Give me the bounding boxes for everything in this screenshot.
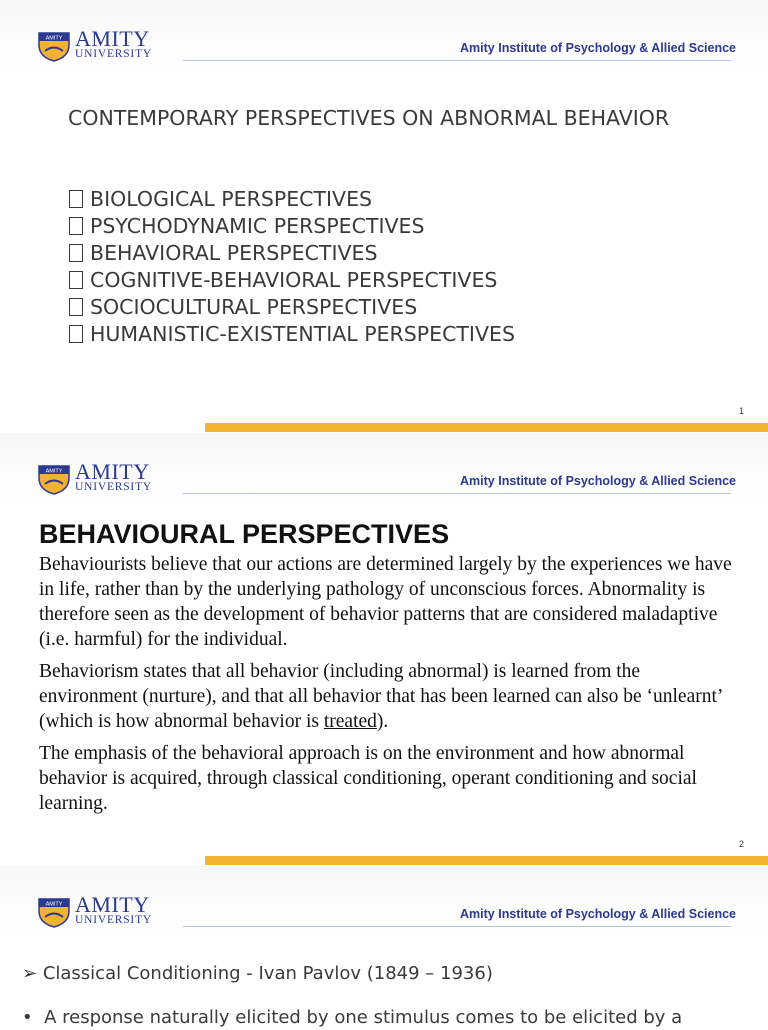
amity-shield-icon	[37, 463, 71, 495]
slide-header	[0, 0, 768, 70]
slide-header	[0, 433, 768, 503]
footer-bar	[205, 423, 768, 432]
checkbox-glyph-icon	[69, 190, 83, 208]
amity-shield-icon	[37, 896, 71, 928]
list-item: BEHAVIORAL PERSPECTIVES	[68, 240, 515, 267]
slide-header	[0, 866, 768, 936]
list-item: COGNITIVE-BEHAVIORAL PERSPECTIVES	[68, 267, 515, 294]
checkbox-glyph-icon	[69, 217, 83, 235]
bullet-dot-icon: •	[22, 1007, 33, 1028]
logo-subtitle: UNIVERSITY	[75, 914, 152, 926]
checkbox-glyph-icon	[69, 244, 83, 262]
list-item: HUMANISTIC-EXISTENTIAL PERSPECTIVES	[68, 321, 515, 348]
classical-conditioning-item: ➢ Classical Conditioning - Ivan Pavlov (1849 – 1936)	[22, 963, 493, 984]
institute-name: Amity Institute of Psychology & Allied Science	[460, 907, 736, 921]
slide-1	[0, 0, 768, 433]
institute-name: Amity Institute of Psychology & Allied Science	[460, 41, 736, 55]
svg-text:AMITY: AMITY	[45, 901, 63, 908]
treated-link[interactable]: treated	[323, 711, 377, 732]
institute-name: Amity Institute of Psychology & Allied Science	[460, 474, 736, 488]
logo-name: AMITY	[75, 892, 150, 917]
svg-text:AMITY: AMITY	[45, 468, 63, 475]
list-item: PSYCHODYNAMIC PERSPECTIVES	[68, 213, 515, 240]
checkbox-glyph-icon	[69, 325, 83, 343]
list-item: BIOLOGICAL PERSPECTIVES	[68, 186, 515, 213]
list-item: SOCIOCULTURAL PERSPECTIVES	[68, 294, 515, 321]
logo-subtitle: UNIVERSITY	[75, 48, 152, 60]
logo-subtitle: UNIVERSITY	[75, 481, 152, 493]
checkbox-glyph-icon	[69, 298, 83, 316]
header-divider	[183, 60, 731, 61]
logo-name: AMITY	[75, 26, 150, 51]
slide-title: CONTEMPORARY PERSPECTIVES ON ABNORMAL BEHAVIOR	[68, 106, 670, 130]
page-number: 1	[738, 406, 744, 416]
svg-text:AMITY: AMITY	[45, 35, 63, 42]
checkbox-glyph-icon	[69, 271, 83, 289]
paragraph: Behaviorism states that all behavior (including abnormal) is learned from the environment (nurture), and that all behavior that has been learned can also be ‘unlearnt’ (which is how abnormal behavior is treated).	[39, 661, 722, 732]
slide-3	[0, 866, 768, 1024]
logo-name: AMITY	[75, 459, 150, 484]
slide-body	[39, 552, 739, 823]
page-number: 2	[738, 839, 744, 849]
header-divider	[183, 926, 731, 927]
perspectives-list	[68, 186, 515, 348]
slide-title: BEHAVIOURAL PERSPECTIVES	[39, 519, 450, 549]
amity-shield-icon	[37, 30, 71, 62]
arrow-bullet-icon: ➢	[22, 963, 38, 984]
header-divider	[183, 493, 731, 494]
paragraph: Behaviourists believe that our actions are determined largely by the experiences we have in life, rather than by the underlying pathology of unconscious forces. Abnormality is therefore seen as the development of behavior patterns that are considered maladaptive (i.e. harmful) for the individual.	[39, 554, 732, 650]
footer-bar	[205, 856, 768, 865]
paragraph: The emphasis of the behavioral approach is on the environment and how abnormal behavior is acquired, through classical conditioning, operant conditioning and social learning.	[39, 743, 697, 814]
bullet-item: • A response naturally elicited by one stimulus comes to be elicited by a	[22, 1007, 683, 1028]
